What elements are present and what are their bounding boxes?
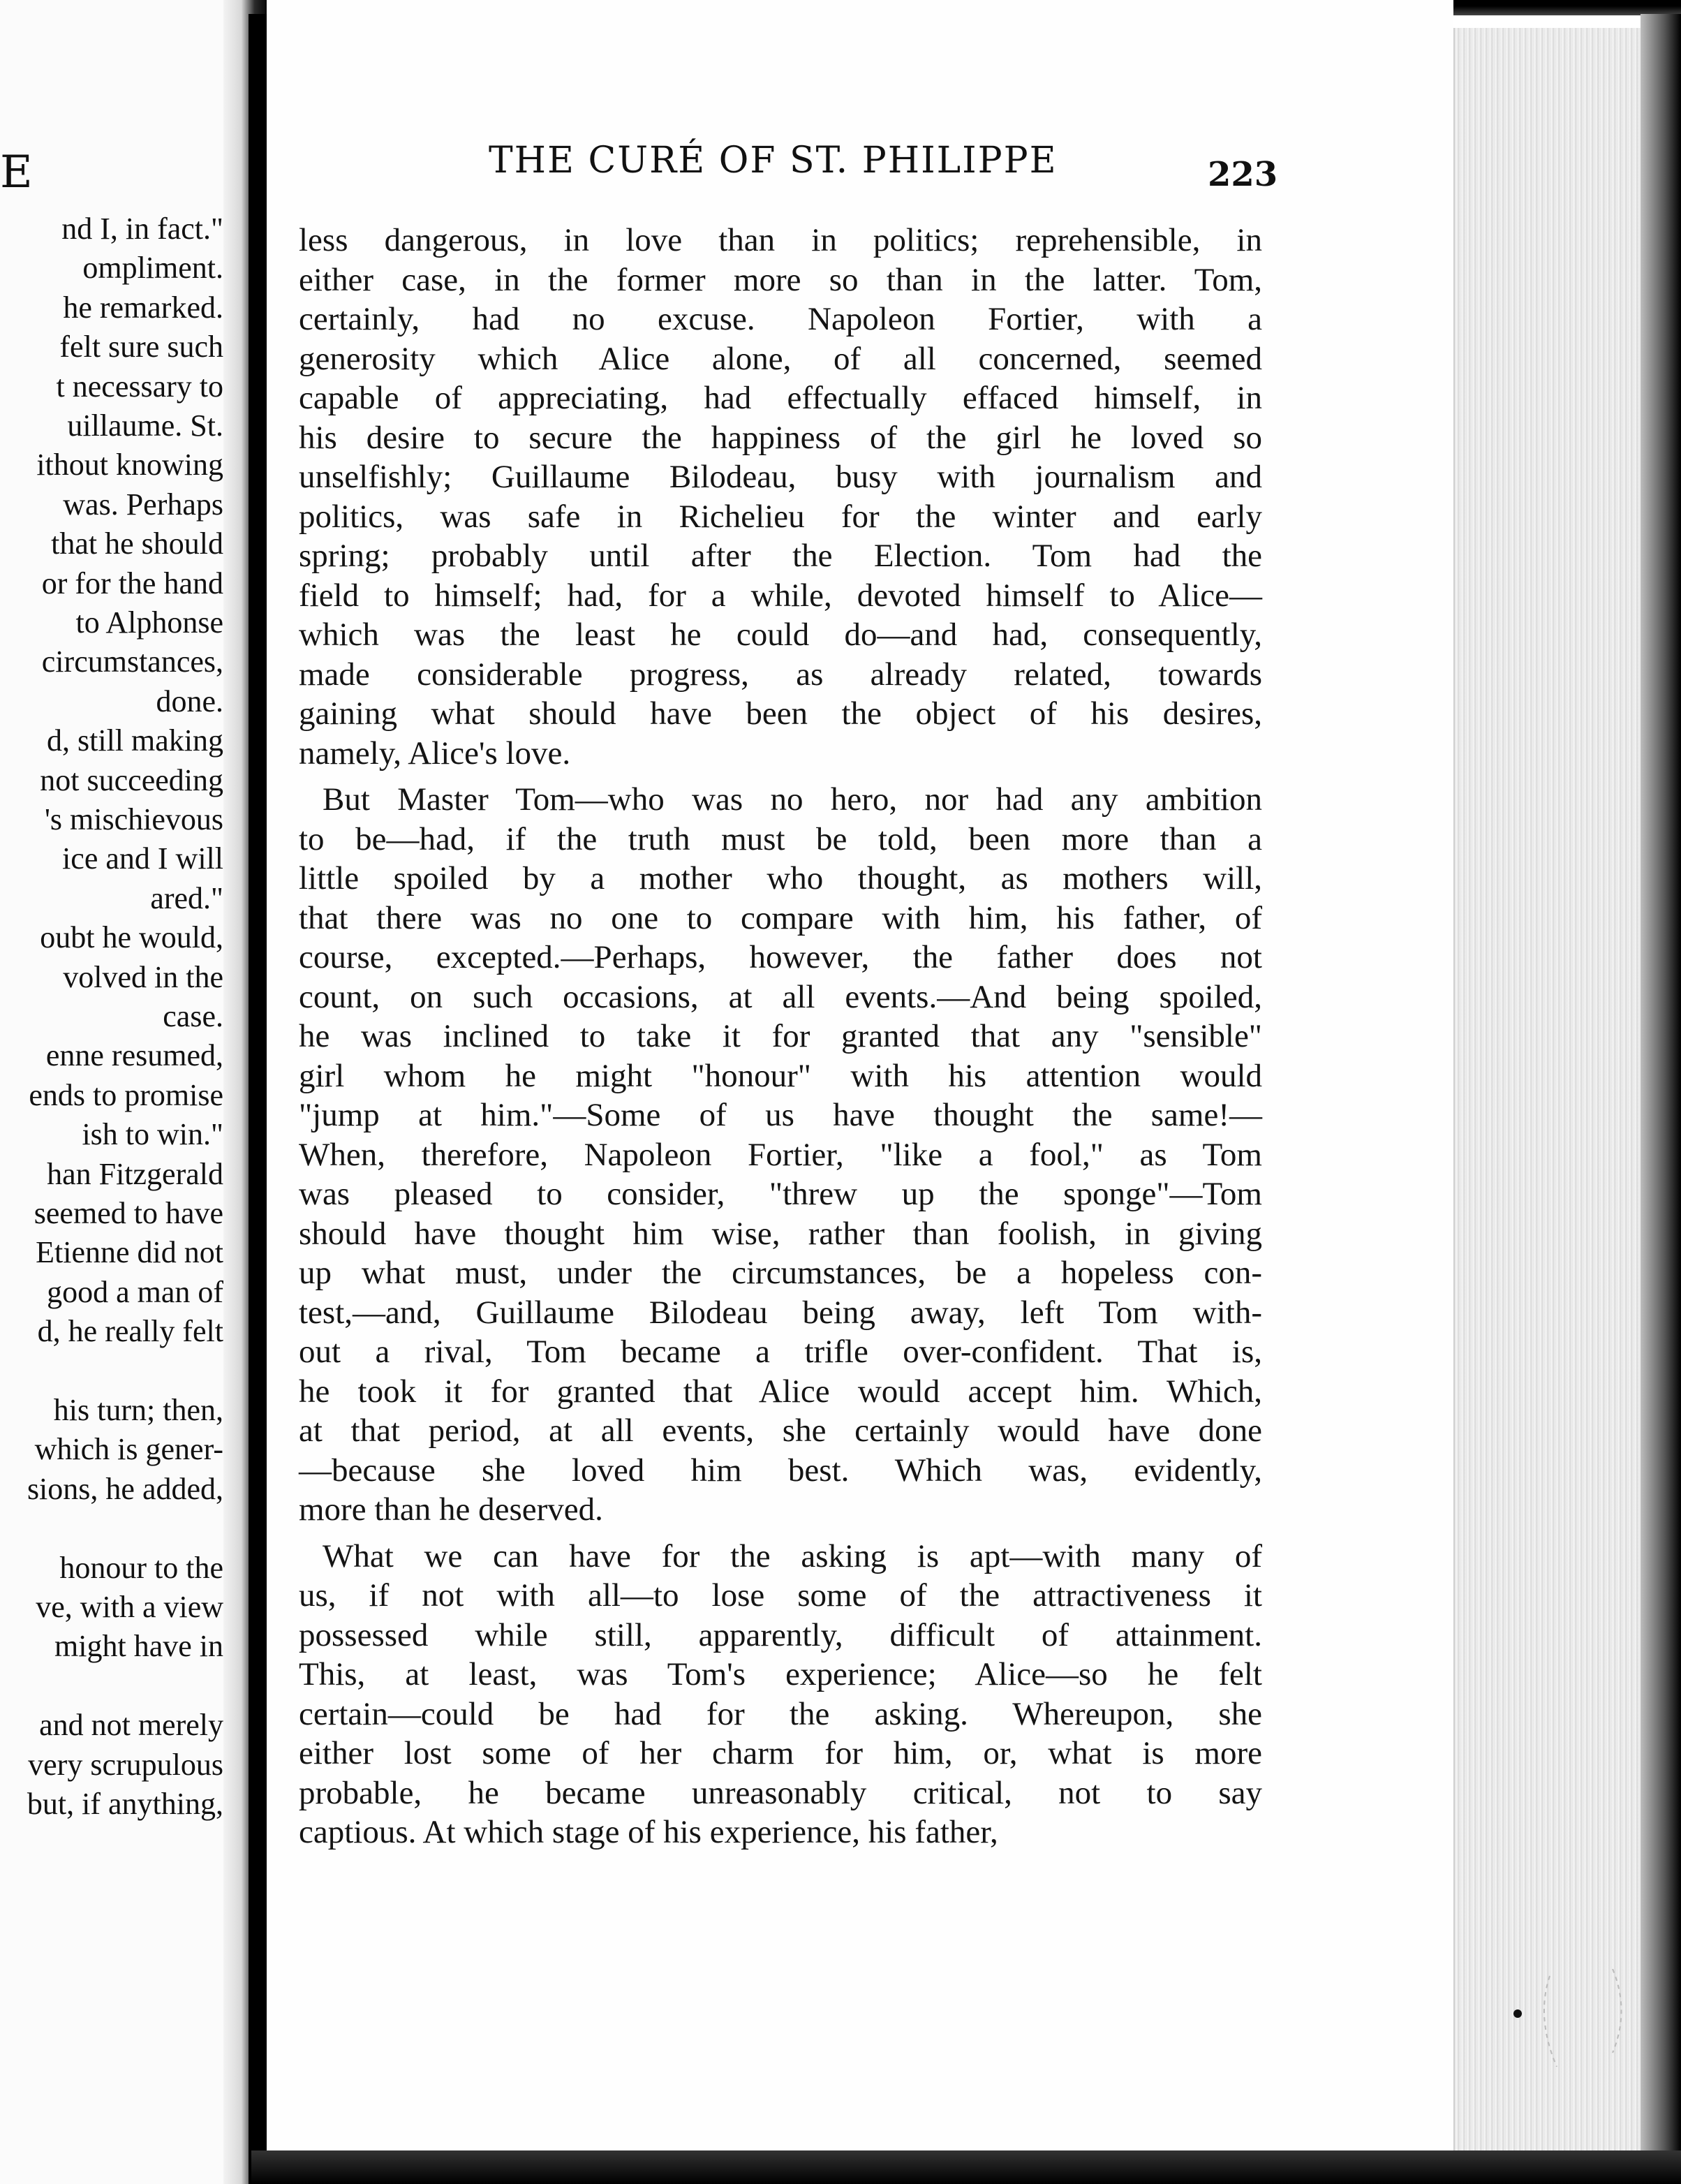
text-line: capable of appreciating, had effectually effaced himself, in [299,380,1262,416]
text-line: spring; probably until after the Election. Tom had the [299,538,1262,574]
text-line: made considerable progress, as already related, towards [299,656,1262,693]
text-line: field to himself; had, for a while, devoted himself to Alice— [299,577,1262,614]
previous-page-line: oubt he would, [40,920,223,955]
text-line: little spoiled by a mother who thought, as mothers will, [299,860,1262,897]
previous-page-line: honour to the [59,1550,223,1585]
running-title: THE CURÉ OF ST. PHILIPPE [489,140,1058,182]
text-line: captious. At which stage of his experience, his father, [299,1814,998,1850]
text-line: his desire to secure the happiness of the girl he loved so [299,419,1262,456]
text-line: either case, in the former more so than in the latter. Tom, [299,261,1262,298]
paragraph-gap [299,773,1262,780]
text-line: What we can have for the asking is apt—with many of [323,1537,1262,1574]
previous-page-line: ared." [150,880,223,915]
text-line: to be—had, if the truth must be told, been more than a [299,820,1262,857]
page-number: 223 [1208,155,1278,194]
previous-page-line: his turn; then, [53,1393,223,1427]
text-line: that there was no one to compare with him, his father, of [299,899,1262,936]
text-line: either lost some of her charm for him, or, what is more [299,1735,1262,1771]
book-binding-edge [249,14,267,2184]
text-line: out a rival, Tom became a trifle over-confident. That is, [299,1334,1262,1370]
previous-page-line: han Fitzgerald [47,1156,223,1191]
previous-page-line: sions, he added, [27,1471,223,1506]
previous-page-running-head: E [0,147,34,198]
previous-page-line: 's mischievous [44,802,223,836]
previous-page-line: to Alphonse [75,605,223,640]
previous-page-line: ish to win." [82,1117,223,1152]
text-line: probable, he became unreasonably critical, not to say [299,1774,1262,1811]
text-line: When, therefore, Napoleon Fortier, "like a fool," as Tom [299,1136,1262,1173]
speck-dot [1513,2009,1522,2018]
text-line: certain—could be had for the asking. Whereupon, she [299,1695,1262,1732]
paragraph [299,221,1262,773]
text-line: girl whom he might "honour" with his attention would [299,1057,1262,1094]
speck-curve [1544,1976,1557,2067]
previous-page-line: d, he really felt [37,1314,223,1349]
paragraph-gap [299,1530,1262,1537]
text-line: —because she loved him best. Which was, evidently, [299,1452,1262,1489]
previous-page-line: volved in the [63,959,223,994]
text-line: was pleased to consider, "threw up the sponge"—Tom [299,1176,1262,1212]
body-text [299,221,1262,1852]
text-line: gaining what should have been the object of his desires, [299,695,1262,732]
previous-page-line: which is gener- [34,1432,223,1467]
previous-page-line: not succeeding [40,762,223,797]
previous-page-line: might have in [54,1629,223,1664]
text-line: This, at least, was Tom's experience; Alice—so he felt [299,1656,1262,1692]
previous-page-line: nd I, in fact." [61,212,223,246]
text-line: test,—and, Guillaume Bilodeau being away, left Tom with- [299,1294,1262,1331]
previous-page-line: ithout knowing [36,448,223,482]
text-line: unselfishly; Guillaume Bilodeau, busy with journalism and [299,459,1262,495]
previous-page-line: circumstances, [41,644,223,679]
text-line: generosity which Alice alone, of all concerned, seemed [299,340,1262,377]
paragraph [299,1537,1262,1852]
previous-page-line: and not merely [39,1708,223,1743]
previous-page-line: enne resumed, [45,1038,223,1073]
text-line: certainly, had no excuse. Napoleon Fortier, with a [299,301,1262,337]
previous-page-fragment [0,0,246,2184]
text-line: us, if not with all—to lose some of the attractiveness it [299,1577,1262,1614]
previous-page-line: that he should [51,526,223,561]
previous-page-line: uillaume. St. [67,408,223,443]
paragraph [299,780,1262,1530]
page-stack-edges [1453,28,1671,2150]
previous-page-line: ends to promise [29,1077,223,1112]
previous-page-line: was. Perhaps [63,487,223,522]
previous-page-line: t necessary to [56,369,223,404]
scan-bottom-shadow [251,2150,1681,2184]
previous-page-line: case. [163,999,223,1033]
previous-page-line: or for the hand [41,566,223,600]
text-line: "jump at him."—Some of us have thought the same!— [299,1097,1262,1133]
text-line: more than he deserved. [299,1491,603,1528]
text-line: course, excepted.—Perhaps, however, the father does not [299,939,1262,975]
previous-page-line: ice and I will [62,841,223,876]
text-line: at that period, at all events, she certainly would have done [299,1412,1262,1449]
previous-page-line: very scrupulous [28,1747,223,1782]
previous-page-line: ve, with a view [36,1590,223,1624]
previous-page-line: but, if anything, [27,1787,223,1821]
previous-page-line: d, still making [47,723,223,758]
text-line: namely, Alice's love. [299,735,571,772]
text-line: he was inclined to take it for granted that any "sensible" [299,1018,1262,1054]
text-line: possessed while still, apparently, difficult of attainment. [299,1616,1262,1653]
text-line: he took it for granted that Alice would accept him. Which, [299,1373,1262,1410]
previous-page-line: Etienne did not [36,1235,223,1270]
text-line: count, on such occasions, at all events.—And being spoiled, [299,978,1262,1015]
previous-page-line: seemed to have [34,1196,223,1230]
speck-curve-2 [1613,1969,1622,2053]
previous-page-line: ompliment. [82,251,223,286]
text-line: less dangerous, in love than in politics; reprehensible, in [299,222,1262,258]
text-line: should have thought him wise, rather than foolish, in giving [299,1215,1262,1252]
previous-page-line: he remarked. [63,290,223,325]
text-line: politics, was safe in Richelieu for the winter and early [299,498,1262,535]
scan-specks [1508,1969,1647,2123]
previous-page-line: good a man of [47,1274,223,1309]
previous-page-line: felt sure such [59,330,223,364]
text-line: But Master Tom—who was no hero, nor had any ambition [323,781,1262,818]
previous-page-line: done. [156,684,223,718]
page-stack-shadow [1641,14,1681,2184]
text-line: which was the least he could do—and had, consequently, [299,617,1262,653]
text-line: up what must, under the circumstances, be a hopeless con- [299,1255,1262,1291]
